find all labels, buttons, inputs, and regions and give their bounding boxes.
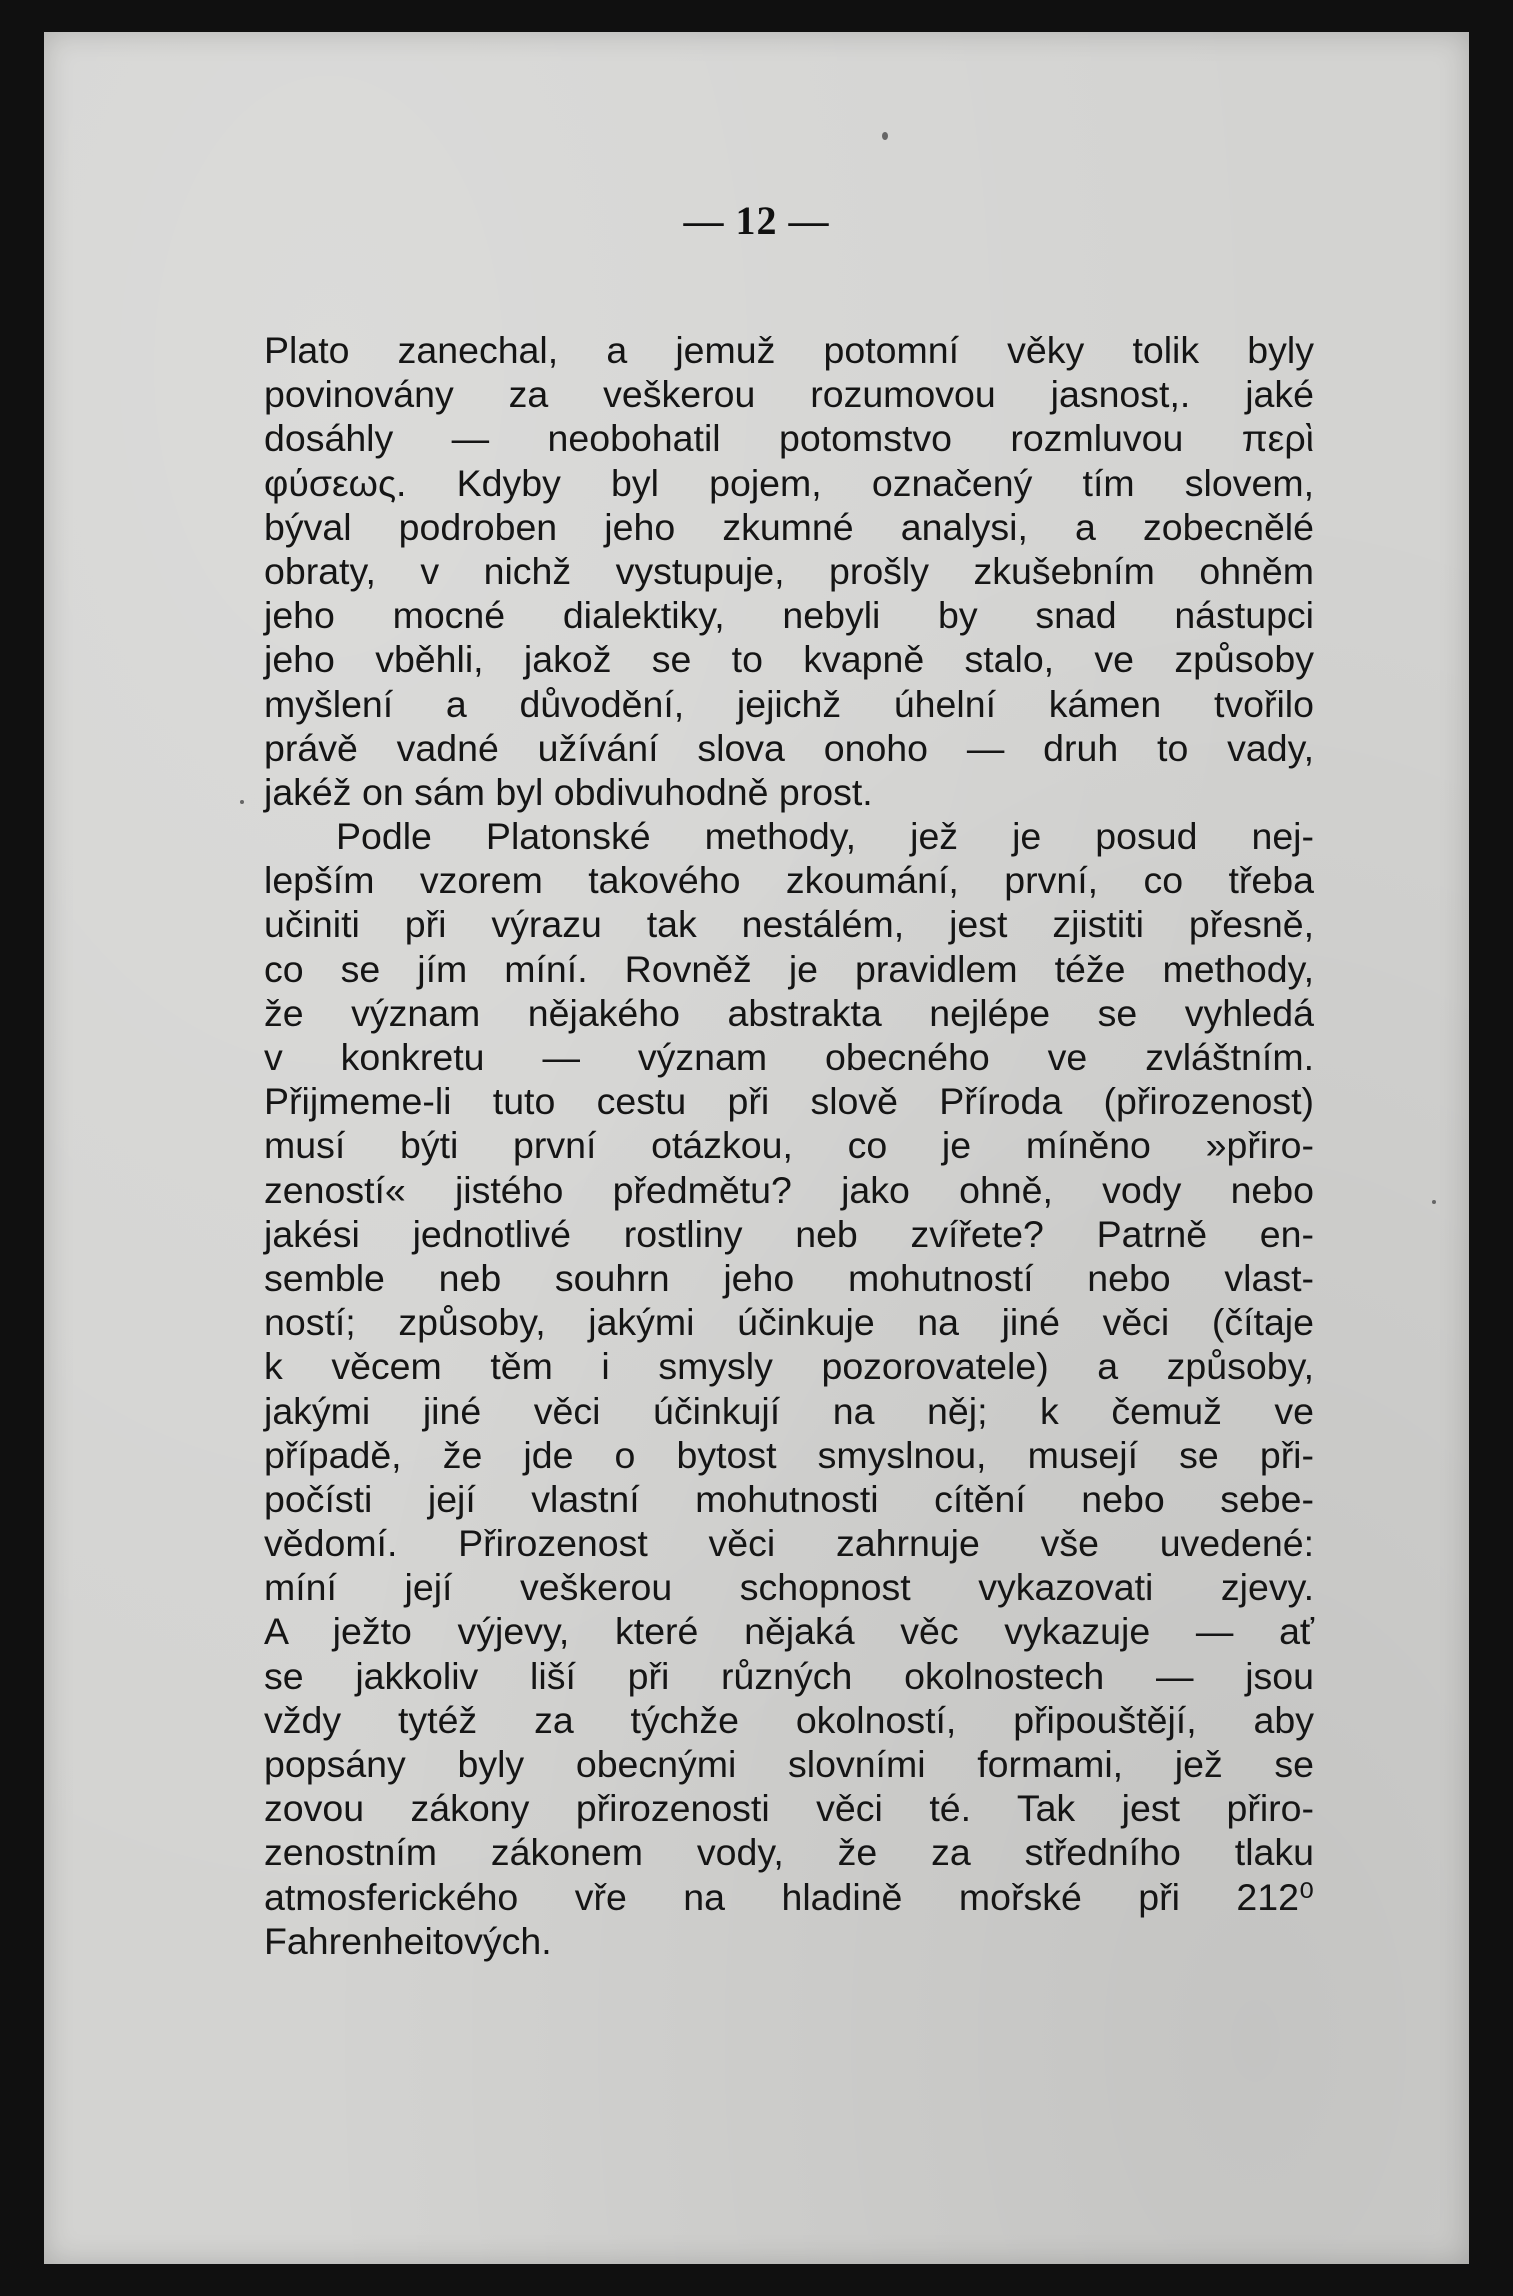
scan-speck bbox=[882, 132, 888, 140]
text-line: lepším vzorem takového zkoumání, první, co třeba bbox=[264, 859, 1314, 902]
text-line: zenostním zákonem vody, že za středního tlaku bbox=[264, 1831, 1314, 1874]
text-line: povinovány za veškerou rozumovou jasnost,. jaké bbox=[264, 373, 1314, 416]
text-line: v konkretu — význam obecného ve zvláštním. bbox=[264, 1036, 1314, 1078]
scan-speck bbox=[1432, 1200, 1436, 1204]
text-line: se jakkoliv liší při různých okolnostech — jsou bbox=[264, 1654, 1314, 1697]
text-line: musí býti první otázkou, co je míněno »přiro- bbox=[264, 1124, 1314, 1167]
paragraph-1 bbox=[264, 328, 1314, 814]
text-line: jeho mocné dialektiky, nebyli by snad nástupci bbox=[264, 594, 1314, 637]
page-number: — 12 — bbox=[683, 198, 830, 243]
text-line: jeho vběhli, jakož se to kvapně stalo, ve způsoby bbox=[264, 638, 1314, 681]
text-line: jakéž on sám byl obdivuhodně prost. bbox=[264, 770, 873, 813]
text-line: dosáhly — neobohatil potomstvo rozmluvou περὶ bbox=[264, 417, 1314, 460]
text-line: jakési jednotlivé rostliny neb zvířete? Patrně en- bbox=[264, 1212, 1314, 1255]
text-line: míní její veškerou schopnost vykazovati zjevy. bbox=[264, 1566, 1314, 1609]
book-page bbox=[44, 32, 1469, 2264]
text-line: popsány byly obecnými slovními formami, jež se bbox=[264, 1743, 1314, 1785]
text-line: vědomí. Přirozenost věci zahrnuje vše uvedené: bbox=[264, 1522, 1314, 1565]
text-line: A ježto výjevy, které nějaká věc vykazuje — ať bbox=[264, 1610, 1314, 1653]
text-line: zovou zákony přirozenosti věci té. Tak jest přiro- bbox=[264, 1787, 1314, 1830]
text-line: semble neb souhrn jeho mohutností nebo vlast- bbox=[264, 1256, 1314, 1299]
text-line: ností; způsoby, jakými účinkuje na jiné věci (čítaje bbox=[264, 1301, 1314, 1344]
text-line: Plato zanechal, a jemuž potomní věky tolik byly bbox=[264, 329, 1314, 371]
text-line: Fahrenheitových. bbox=[264, 1919, 552, 1962]
text-line: co se jím míní. Rovněž je pravidlem téže methody, bbox=[264, 947, 1314, 990]
text-line: obraty, v nichž vystupuje, prošly zkušebním ohněm bbox=[264, 549, 1314, 592]
text-line: k věcem těm i smysly pozorovatele) a způsoby, bbox=[264, 1345, 1314, 1388]
text-line: vždy tytéž za týchže okolností, připouštějí, aby bbox=[264, 1698, 1314, 1741]
text-line: počísti její vlastní mohutnosti cítění nebo sebe- bbox=[264, 1477, 1314, 1520]
text-line: učiniti při výrazu tak nestálém, jest zjistiti přesně, bbox=[264, 903, 1314, 946]
text-line: atmosferického vře na hladině mořské při 212⁰ bbox=[264, 1875, 1314, 1918]
text-line: Přijmeme-li tuto cestu při slově Příroda (přirozenost) bbox=[264, 1080, 1314, 1123]
text-line: případě, že jde o bytost smyslnou, musejí se při- bbox=[264, 1433, 1314, 1476]
text-line: že význam nějakého abstrakta nejlépe se vyhledá bbox=[264, 991, 1314, 1034]
text-line: Podle Platonské methody, jež je posud nej- bbox=[336, 815, 1314, 858]
text-line: zeností« jistého předmětu? jako ohně, vody nebo bbox=[264, 1168, 1314, 1211]
text-line: φύσεως. Kdyby byl pojem, označený tím slovem, bbox=[264, 461, 1314, 504]
scan-speck bbox=[240, 800, 244, 804]
text-line: právě vadné užívání slova onoho — druh to vady, bbox=[264, 726, 1314, 769]
text-line: býval podroben jeho zkumné analysi, a zobecnělé bbox=[264, 505, 1314, 548]
body-text bbox=[264, 328, 1314, 1963]
text-line: myšlení a důvodění, jejichž úhelní kámen tvořilo bbox=[264, 682, 1314, 725]
paragraph-2 bbox=[264, 814, 1314, 1963]
text-line: jakými jiné věci účinkují na něj; k čemuž ve bbox=[264, 1389, 1314, 1432]
